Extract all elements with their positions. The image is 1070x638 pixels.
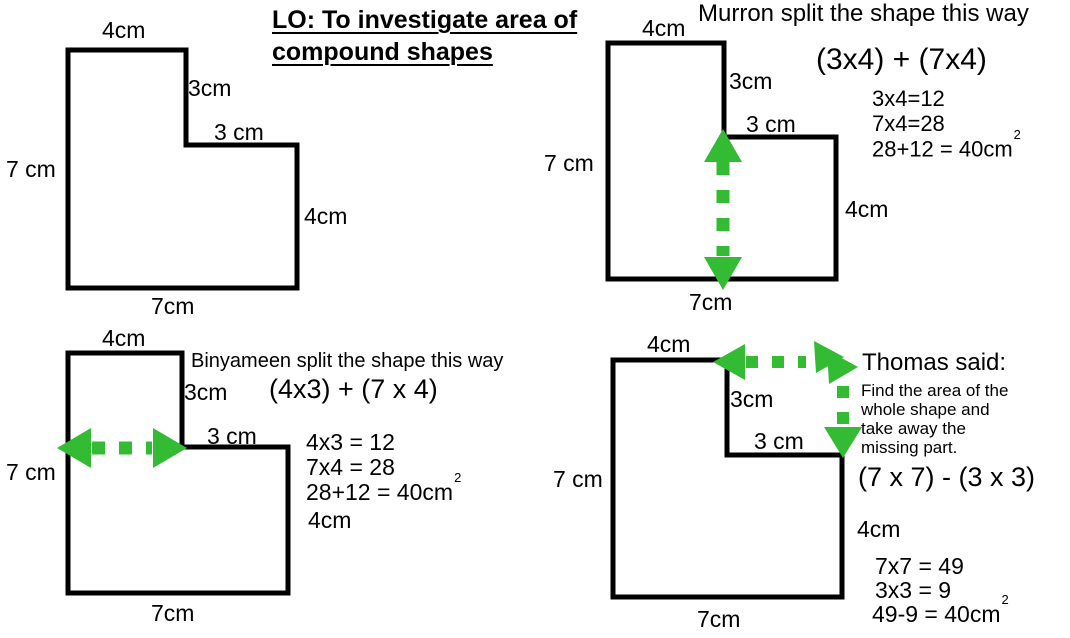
murron-expression: (3x4) + (7x4) [816,43,987,76]
murron-left-label: 7 cm [544,150,594,176]
thomas-top-label: 4cm [647,331,691,357]
binyameen-expression: (4x3) + (7 x 4) [269,374,438,404]
thomas-description: Find the area of the whole shape and take away the missing part. [861,381,1009,457]
murron-result-superscript: 2 [1013,127,1021,142]
murron-top-label: 4cm [642,15,686,41]
compound-shape-thomas [613,360,842,597]
binyameen-notch-label: 3cm [184,379,228,405]
thomas-result-superscript: 2 [1001,592,1009,608]
thomas-vertical-arrow-icon [824,386,862,458]
murron-notch-label: 3cm [729,68,773,94]
murron-bottom-label: 7cm [689,289,733,315]
thomas-expression: (7 x 7) - (3 x 3) [858,462,1036,492]
thomas-heading: Thomas said: [862,349,1007,376]
murron-right-label: 4cm [845,196,889,222]
plain-top-label: 4cm [102,17,146,43]
thomas-left-label: 7 cm [553,466,603,492]
murron-heading: Murron split the shape this way [698,0,1029,27]
plain-bottom-label: 7cm [151,293,195,319]
binyameen-result-superscript: 2 [454,470,462,486]
thomas-notch-label: 3cm [730,386,774,412]
binyameen-top-label: 4cm [102,325,146,351]
binyameen-work-line-1: 4x3 = 12 [306,429,395,455]
binyameen-result: $28+12 = 40cm^2$ [306,470,462,505]
murron-work-line-1: 3x4=12 [872,86,945,111]
plain-left-label: 7 cm [6,156,56,182]
thomas-bottom-label: 7cm [697,606,741,632]
plain-notch-label: 3cm [188,75,232,101]
binyameen-work-line-2: 7x4 = 28 [306,454,395,480]
thomas-work-line-1: 7x7 = 49 [875,553,964,579]
plain-right-label: 4cm [304,203,348,229]
lesson-objective-line1: LO: To investigate area of [272,6,578,34]
murron-result: $28+12 = 40cm^2$ [872,127,1021,162]
lesson-objective-title [272,4,577,68]
binyameen-bottom-label: 7cm [151,600,195,626]
thomas-result: $49-9 = 40cm^2$ [872,592,1009,627]
plain-step-label: 3 cm [214,119,264,145]
compound-shape-binyameen [68,353,288,593]
binyameen-left-label: 7 cm [6,459,56,485]
thomas-step-label: 3 cm [754,428,804,454]
murron-work-line-2: 7x4=28 [872,111,945,136]
binyameen-heading: Binyameen split the shape this way [191,350,504,372]
thomas-work-line-2: 3x3 = 9 [875,577,952,603]
compound-shape-plain [68,50,297,288]
murron-step-label: 3 cm [746,111,796,137]
lesson-objective-line2: compound shapes [272,38,493,66]
thomas-right-label: 4cm [857,516,901,542]
binyameen-right-label: 4cm [308,507,352,533]
thomas-horizontal-arrow-icon [713,341,858,384]
binyameen-step-label: 3 cm [207,423,257,449]
